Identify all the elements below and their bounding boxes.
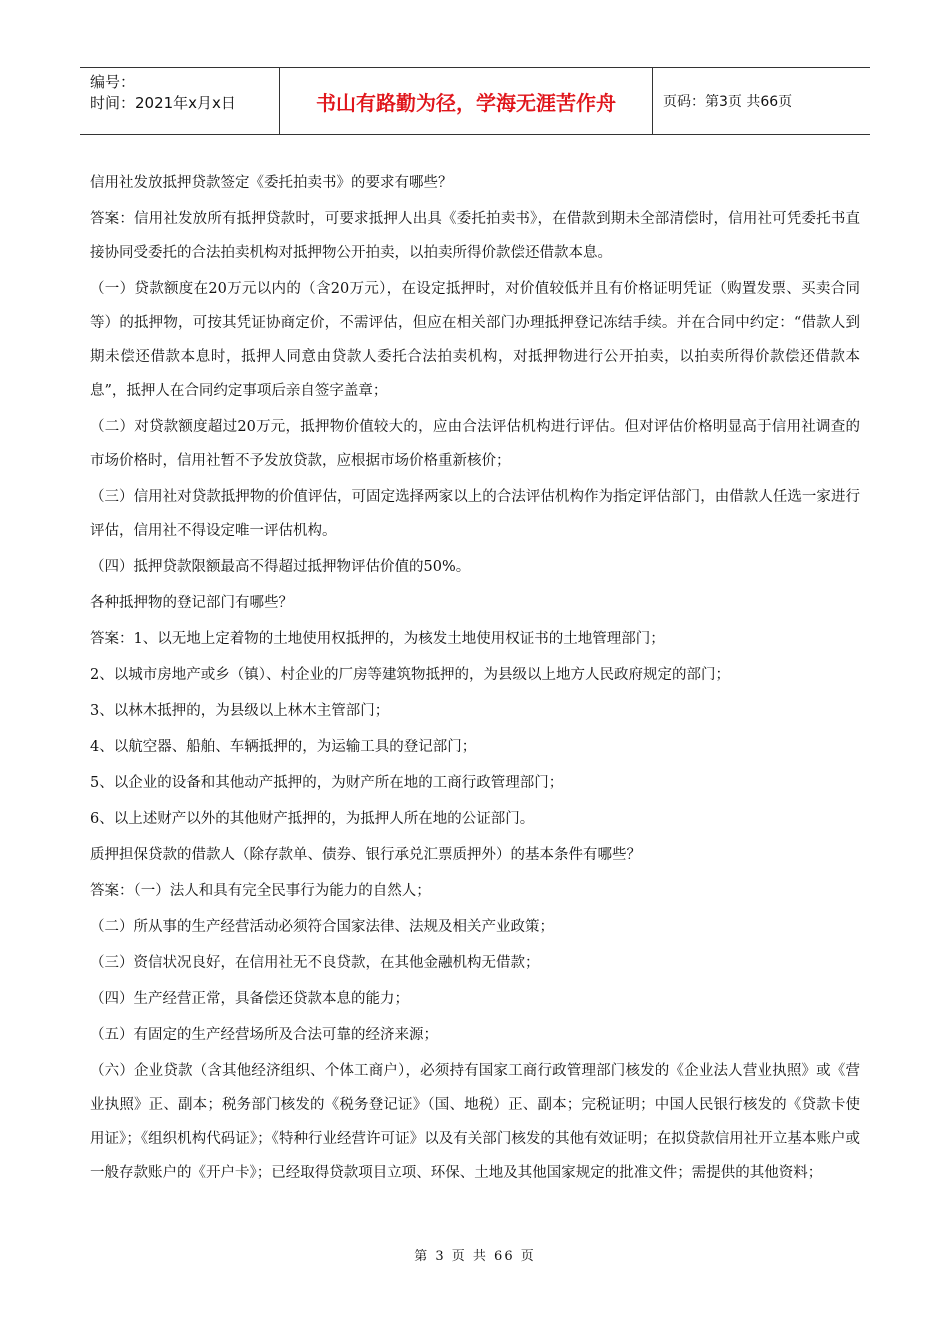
paragraph: （三）信用社对贷款抵押物的价值评估，可固定选择两家以上的合法评估机构作为指定评估部门，由借款人任选一家进行评估，信用社不得设定唯一评估机构。 [90, 489, 860, 539]
header-motto: 书山有路勤为径，学海无涯苦作舟 [280, 68, 653, 134]
paragraph: 答案：1、以无地上定着物的土地使用权抵押的，为核发土地使用权证书的土地管理部门； [90, 631, 665, 647]
paragraph: 3、以林木抵押的，为县级以上林木主管部门； [90, 703, 390, 719]
paragraph: 2、以城市房地产或乡（镇）、村企业的厂房等建筑物抵押的，为县级以上地方人民政府规定的部门； [90, 667, 730, 683]
paragraph: 答案：信用社发放所有抵押贷款时，可要求抵押人出具《委托拍卖书》，在借款到期未全部清偿时，信用社可凭委托书直接协同受委托的合法拍卖机构对抵押物公开拍卖，以拍卖所得价款偿还借款本息。 [90, 211, 860, 261]
page-footer: 第 3 页 共 66 页 [414, 1249, 536, 1264]
paragraph: 质押担保贷款的借款人（除存款单、债券、银行承兑汇票质押外）的基本条件有哪些？ [90, 847, 641, 863]
paragraph: （四）生产经营正常，具备偿还贷款本息的能力； [90, 991, 409, 1007]
header-page-info: 页码：第3页 共66页 [663, 94, 793, 110]
paragraph: 答案：（一）法人和具有完全民事行为能力的自然人； [90, 883, 431, 899]
document-date: 时间：2021年x月x日 [90, 94, 236, 112]
header-meta [80, 68, 280, 134]
paragraph: （六）企业贷款（含其他经济组织、个体工商户），必须持有国家工商行政管理部门核发的《企业法人营业执照》或《营业执照》正、副本；税务部门核发的《税务登记证》（国、地税）正、副本；完税证明；中国人民银行核发的《贷款卡使用证》；《组织机构代码证》；《特种行业经营许可证》以及有关部门核发的其他有效证明；在拟贷款信用社开立基本账户或一般存款账户的《开户卡》；已经取得贷款项目立项、环保、土地及其他国家规定的批准文件；需提供的其他资料； [90, 1063, 860, 1181]
page-header [80, 67, 870, 135]
paragraph: 各种抵押物的登记部门有哪些？ [90, 595, 293, 611]
document-number-label: 编号： [90, 73, 136, 91]
paragraph: 信用社发放抵押贷款签定《委托拍卖书》的要求有哪些？ [90, 175, 453, 191]
paragraph: （三）资信状况良好，在信用社无不良贷款，在其他金融机构无借款； [90, 955, 540, 971]
paragraph: （二）对贷款额度超过20万元，抵押物价值较大的，应由合法评估机构进行评估。但对评估价格明显高于信用社调查的市场价格时，信用社暂不予发放贷款，应根据市场价格重新核价； [90, 419, 860, 469]
paragraph: 6、以上述财产以外的其他财产抵押的，为抵押人所在地的公证部门。 [90, 811, 535, 827]
document-body [90, 166, 860, 1190]
paragraph: 4、以航空器、船舶、车辆抵押的，为运输工具的登记部门； [90, 739, 477, 755]
paragraph: （四）抵押贷款限额最高不得超过抵押物评估价值的50%。 [90, 559, 471, 575]
paragraph: （一）贷款额度在20万元以内的（含20万元），在设定抵押时，对价值较低并且有价格证明凭证（购置发票、买卖合同等）的抵押物，可按其凭证协商定价，不需评估，但应在相关部门办理抵押登记冻结手续。并在合同中约定：“借款人到期未偿还借款本息时，抵押人同意由贷款人委托合法拍卖机构，对抵押物进行公开拍卖，以拍卖所得价款偿还借款本息”，抵押人在合同约定事项后亲自签字盖章； [90, 281, 860, 399]
paragraph: 5、以企业的设备和其他动产抵押的，为财产所在地的工商行政管理部门； [90, 775, 564, 791]
paragraph: （五）有固定的生产经营场所及合法可靠的经济来源； [90, 1027, 438, 1043]
paragraph: （二）所从事的生产经营活动必须符合国家法律、法规及相关产业政策； [90, 919, 554, 935]
